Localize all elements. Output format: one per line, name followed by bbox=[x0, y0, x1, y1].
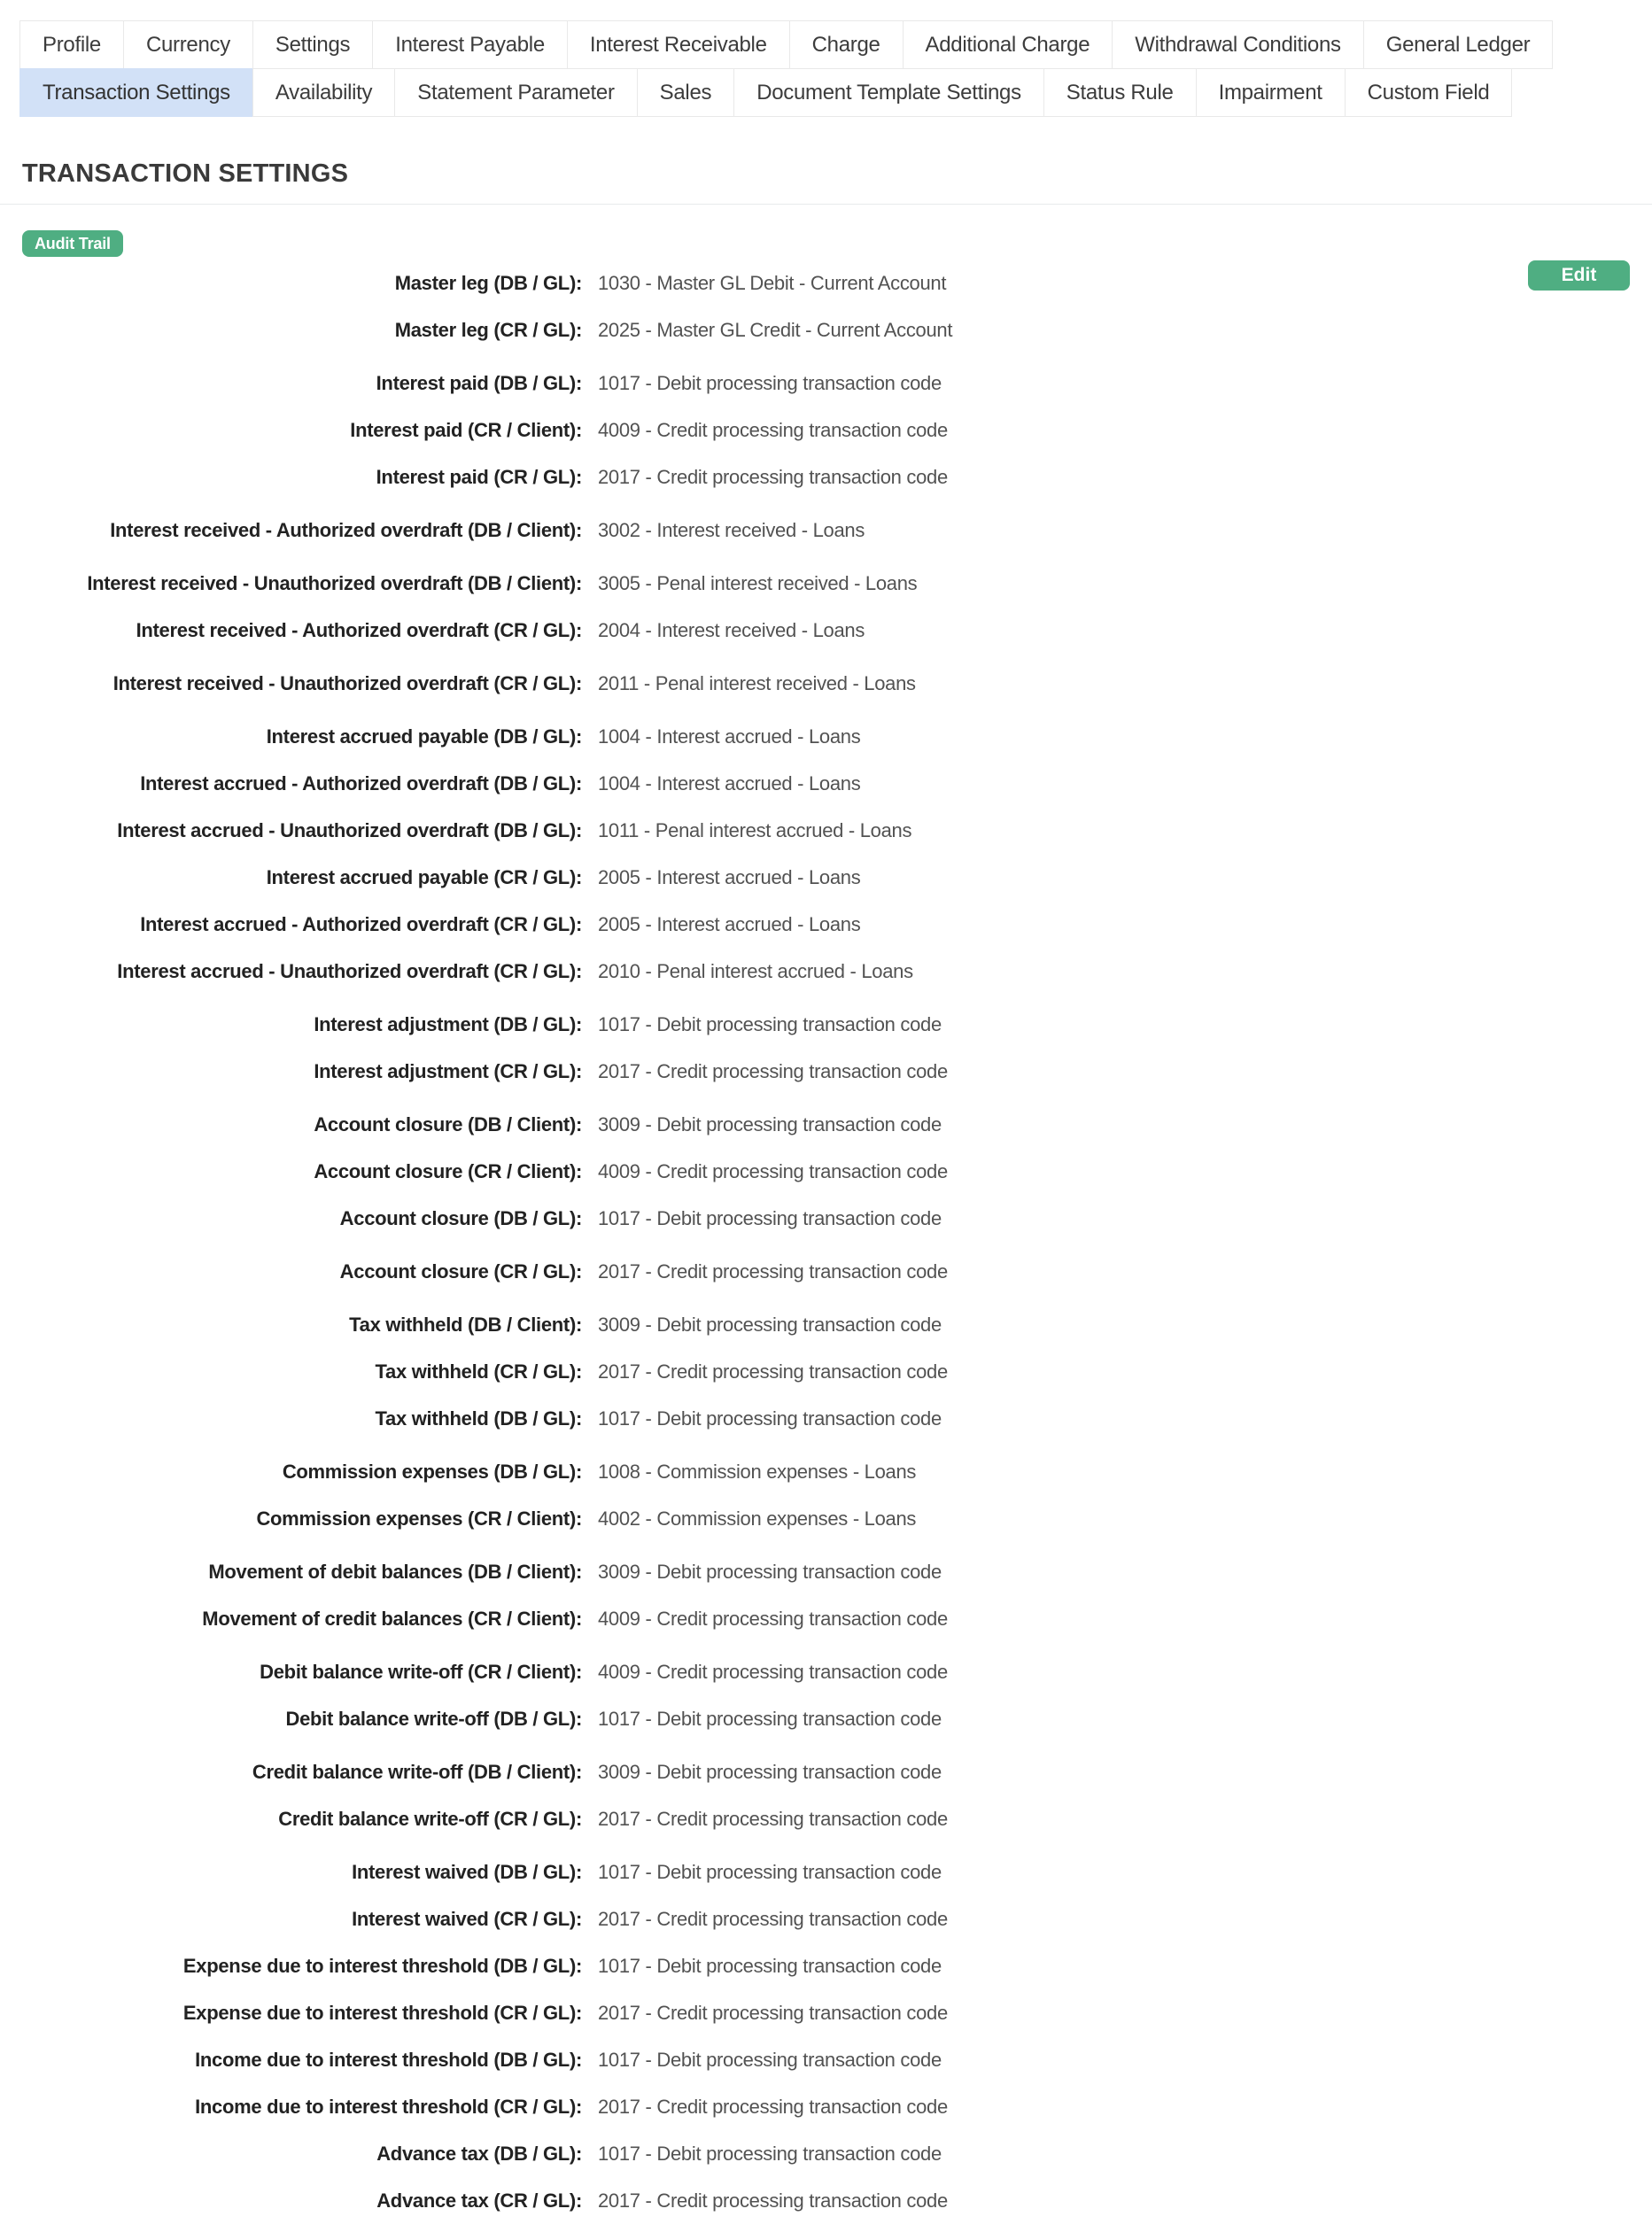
setting-value: 2005 - Interest accrued - Loans bbox=[598, 912, 861, 935]
setting-value: 4002 - Commission expenses - Loans bbox=[598, 1507, 917, 1530]
setting-label: Interest received - Authorized overdraft (DB / Client): bbox=[110, 518, 582, 541]
tab-impairment[interactable]: Impairment bbox=[1196, 68, 1346, 117]
setting-row bbox=[0, 1248, 1652, 1295]
setting-label: Debit balance write-off (CR / Client): bbox=[260, 1660, 582, 1683]
setting-value: 2017 - Credit processing transaction code bbox=[598, 2189, 948, 2212]
setting-row bbox=[0, 560, 1652, 607]
setting-label: Interest accrued - Authorized overdraft (DB / GL): bbox=[140, 771, 582, 794]
setting-row bbox=[0, 1648, 1652, 1695]
setting-row bbox=[0, 1748, 1652, 1795]
setting-row bbox=[0, 1942, 1652, 1989]
setting-label: Advance tax (DB / GL): bbox=[376, 2142, 582, 2165]
tab-charge[interactable]: Charge bbox=[789, 20, 904, 69]
setting-label: Master leg (CR / GL): bbox=[394, 318, 582, 341]
transaction-settings-panel bbox=[0, 205, 1652, 2224]
setting-label: Interest waived (CR / GL): bbox=[352, 1907, 582, 1930]
setting-label: Interest accrued payable (CR / GL): bbox=[266, 865, 582, 888]
setting-value: 1017 - Debit processing transaction code bbox=[598, 1206, 942, 1229]
tab-document-template-settings[interactable]: Document Template Settings bbox=[733, 68, 1044, 117]
setting-row bbox=[0, 807, 1652, 854]
setting-label: Expense due to interest threshold (CR / GL): bbox=[182, 2001, 582, 2024]
setting-row bbox=[0, 1695, 1652, 1742]
setting-value: 1030 - Master GL Debit - Current Account bbox=[598, 271, 947, 294]
setting-label: Advance tax (CR / GL): bbox=[376, 2189, 582, 2212]
setting-row bbox=[0, 854, 1652, 901]
setting-row bbox=[0, 1148, 1652, 1195]
setting-row bbox=[0, 948, 1652, 995]
setting-row bbox=[0, 1895, 1652, 1942]
setting-value: 2017 - Credit processing transaction code bbox=[598, 1907, 948, 1930]
setting-row bbox=[0, 1989, 1652, 2036]
setting-row bbox=[0, 1848, 1652, 1895]
setting-value: 1017 - Debit processing transaction code bbox=[598, 1707, 942, 1730]
setting-row bbox=[0, 1001, 1652, 1048]
tab-currency[interactable]: Currency bbox=[123, 20, 253, 69]
setting-row bbox=[0, 407, 1652, 453]
setting-label: Account closure (DB / Client): bbox=[314, 1112, 582, 1135]
setting-row bbox=[0, 2083, 1652, 2130]
tab-transaction-settings[interactable]: Transaction Settings bbox=[19, 68, 253, 117]
setting-row bbox=[0, 1395, 1652, 1442]
setting-row bbox=[0, 607, 1652, 654]
setting-value: 2017 - Credit processing transaction code bbox=[598, 2095, 948, 2118]
tab-sales[interactable]: Sales bbox=[637, 68, 735, 117]
edit-button[interactable]: Edit bbox=[1528, 260, 1630, 291]
setting-row bbox=[0, 1448, 1652, 1495]
setting-row bbox=[0, 2177, 1652, 2224]
setting-label: Commission expenses (CR / Client): bbox=[256, 1507, 582, 1530]
setting-label: Account closure (DB / GL): bbox=[339, 1206, 582, 1229]
setting-label: Interest received - Unauthorized overdraft (DB / Client): bbox=[87, 571, 582, 594]
tab-interest-payable[interactable]: Interest Payable bbox=[372, 20, 568, 69]
setting-value: 2004 - Interest received - Loans bbox=[598, 618, 865, 641]
setting-label: Commission expenses (DB / GL): bbox=[282, 1460, 582, 1483]
setting-value: 1008 - Commission expenses - Loans bbox=[598, 1460, 917, 1483]
setting-value: 1004 - Interest accrued - Loans bbox=[598, 725, 861, 748]
setting-label: Interest paid (CR / GL): bbox=[376, 465, 582, 488]
setting-row bbox=[0, 1495, 1652, 1542]
setting-label: Credit balance write-off (CR / GL): bbox=[278, 1807, 582, 1830]
tab-settings[interactable]: Settings bbox=[252, 20, 373, 69]
setting-value: 2017 - Credit processing transaction code bbox=[598, 1360, 948, 1383]
tab-withdrawal-conditions[interactable]: Withdrawal Conditions bbox=[1112, 20, 1363, 69]
setting-value: 2017 - Credit processing transaction code bbox=[598, 1807, 948, 1830]
setting-value: 2011 - Penal interest received - Loans bbox=[598, 671, 916, 694]
setting-row bbox=[0, 713, 1652, 760]
tab-profile[interactable]: Profile bbox=[19, 20, 124, 69]
setting-value: 2010 - Penal interest accrued - Loans bbox=[598, 959, 913, 982]
setting-label: Tax withheld (DB / GL): bbox=[375, 1407, 582, 1430]
setting-value: 3009 - Debit processing transaction code bbox=[598, 1760, 942, 1783]
setting-label: Account closure (CR / Client): bbox=[314, 1159, 582, 1182]
tab-custom-field[interactable]: Custom Field bbox=[1345, 68, 1513, 117]
tab-statement-parameter[interactable]: Statement Parameter bbox=[394, 68, 637, 117]
tab-general-ledger[interactable]: General Ledger bbox=[1363, 20, 1554, 69]
setting-row bbox=[0, 360, 1652, 407]
setting-value: 3009 - Debit processing transaction code bbox=[598, 1112, 942, 1135]
setting-label: Tax withheld (DB / Client): bbox=[349, 1313, 582, 1336]
setting-label: Interest waived (DB / GL): bbox=[352, 1860, 582, 1883]
setting-value: 4009 - Credit processing transaction code bbox=[598, 418, 948, 441]
setting-value: 2017 - Credit processing transaction code bbox=[598, 2001, 948, 2024]
setting-row bbox=[0, 453, 1652, 500]
setting-row bbox=[0, 1348, 1652, 1395]
setting-row bbox=[0, 1301, 1652, 1348]
setting-row bbox=[0, 1101, 1652, 1148]
setting-value: 1017 - Debit processing transaction code bbox=[598, 371, 942, 394]
setting-label: Interest accrued - Unauthorized overdraft (CR / GL): bbox=[117, 959, 582, 982]
setting-value: 1017 - Debit processing transaction code bbox=[598, 1407, 942, 1430]
setting-value: 1017 - Debit processing transaction code bbox=[598, 1012, 942, 1035]
setting-label: Interest accrued - Unauthorized overdraft (DB / GL): bbox=[117, 818, 582, 841]
setting-value: 2025 - Master GL Credit - Current Account bbox=[598, 318, 953, 341]
setting-value: 4009 - Credit processing transaction code bbox=[598, 1660, 948, 1683]
setting-label: Interest accrued payable (DB / GL): bbox=[266, 725, 582, 748]
setting-label: Credit balance write-off (DB / Client): bbox=[252, 1760, 582, 1783]
setting-label: Interest received - Authorized overdraft (CR / GL): bbox=[136, 618, 582, 641]
tab-availability[interactable]: Availability bbox=[252, 68, 395, 117]
page-title: TRANSACTION SETTINGS bbox=[22, 159, 349, 188]
setting-label: Interest received - Unauthorized overdraft (CR / GL): bbox=[112, 671, 582, 694]
setting-value: 3009 - Debit processing transaction code bbox=[598, 1560, 942, 1583]
setting-row bbox=[0, 760, 1652, 807]
setting-label: Expense due to interest threshold (DB / GL): bbox=[182, 1954, 582, 1977]
setting-label: Interest adjustment (CR / GL): bbox=[314, 1059, 582, 1082]
tab-status-rule[interactable]: Status Rule bbox=[1043, 68, 1197, 117]
setting-row bbox=[0, 1548, 1652, 1595]
setting-row bbox=[0, 1195, 1652, 1242]
setting-value: 1017 - Debit processing transaction code bbox=[598, 1860, 942, 1883]
setting-label: Interest adjustment (DB / GL): bbox=[314, 1012, 582, 1035]
setting-label: Interest accrued - Authorized overdraft (CR / GL): bbox=[140, 912, 582, 935]
setting-value: 2017 - Credit processing transaction code bbox=[598, 1259, 948, 1283]
setting-value: 3002 - Interest received - Loans bbox=[598, 518, 865, 541]
setting-value: 2017 - Credit processing transaction code bbox=[598, 1059, 948, 1082]
setting-value: 3009 - Debit processing transaction code bbox=[598, 1313, 942, 1336]
setting-row bbox=[0, 1595, 1652, 1642]
setting-row bbox=[0, 2130, 1652, 2177]
setting-value: 2005 - Interest accrued - Loans bbox=[598, 865, 861, 888]
tab-bar-row-1 bbox=[19, 20, 1652, 69]
setting-value: 4009 - Credit processing transaction code bbox=[598, 1159, 948, 1182]
setting-label: Master leg (DB / GL): bbox=[394, 271, 582, 294]
setting-row bbox=[0, 2036, 1652, 2083]
setting-value: 1011 - Penal interest accrued - Loans bbox=[598, 818, 912, 841]
setting-label: Movement of credit balances (CR / Client): bbox=[202, 1607, 582, 1630]
setting-label: Income due to interest threshold (CR / GL): bbox=[195, 2095, 582, 2118]
setting-value: 1017 - Debit processing transaction code bbox=[598, 2048, 942, 2071]
setting-value: 1017 - Debit processing transaction code bbox=[598, 2142, 942, 2165]
setting-label: Interest paid (DB / GL): bbox=[376, 371, 582, 394]
setting-value: 4009 - Credit processing transaction code bbox=[598, 1607, 948, 1630]
setting-row bbox=[0, 1048, 1652, 1095]
setting-row bbox=[0, 507, 1652, 554]
setting-value: 3005 - Penal interest received - Loans bbox=[598, 571, 918, 594]
setting-row bbox=[0, 260, 1652, 306]
setting-row bbox=[0, 901, 1652, 948]
setting-label: Account closure (CR / GL): bbox=[339, 1259, 582, 1283]
tab-bar-row-2 bbox=[19, 68, 1652, 117]
setting-label: Tax withheld (CR / GL): bbox=[375, 1360, 582, 1383]
setting-value: 2017 - Credit processing transaction code bbox=[598, 465, 948, 488]
setting-row bbox=[0, 1795, 1652, 1842]
setting-label: Debit balance write-off (DB / GL): bbox=[285, 1707, 582, 1730]
settings-list bbox=[0, 260, 1652, 2224]
setting-row bbox=[0, 660, 1652, 707]
setting-label: Income due to interest threshold (DB / GL): bbox=[195, 2048, 582, 2071]
tab-interest-receivable[interactable]: Interest Receivable bbox=[567, 20, 790, 69]
setting-row bbox=[0, 306, 1652, 353]
setting-value: 1004 - Interest accrued - Loans bbox=[598, 771, 861, 794]
audit-trail-button[interactable]: Audit Trail bbox=[22, 230, 123, 257]
setting-value: 1017 - Debit processing transaction code bbox=[598, 1954, 942, 1977]
tab-additional-charge[interactable]: Additional Charge bbox=[903, 20, 1113, 69]
setting-label: Interest paid (CR / Client): bbox=[350, 418, 582, 441]
setting-label: Movement of debit balances (DB / Client): bbox=[208, 1560, 582, 1583]
